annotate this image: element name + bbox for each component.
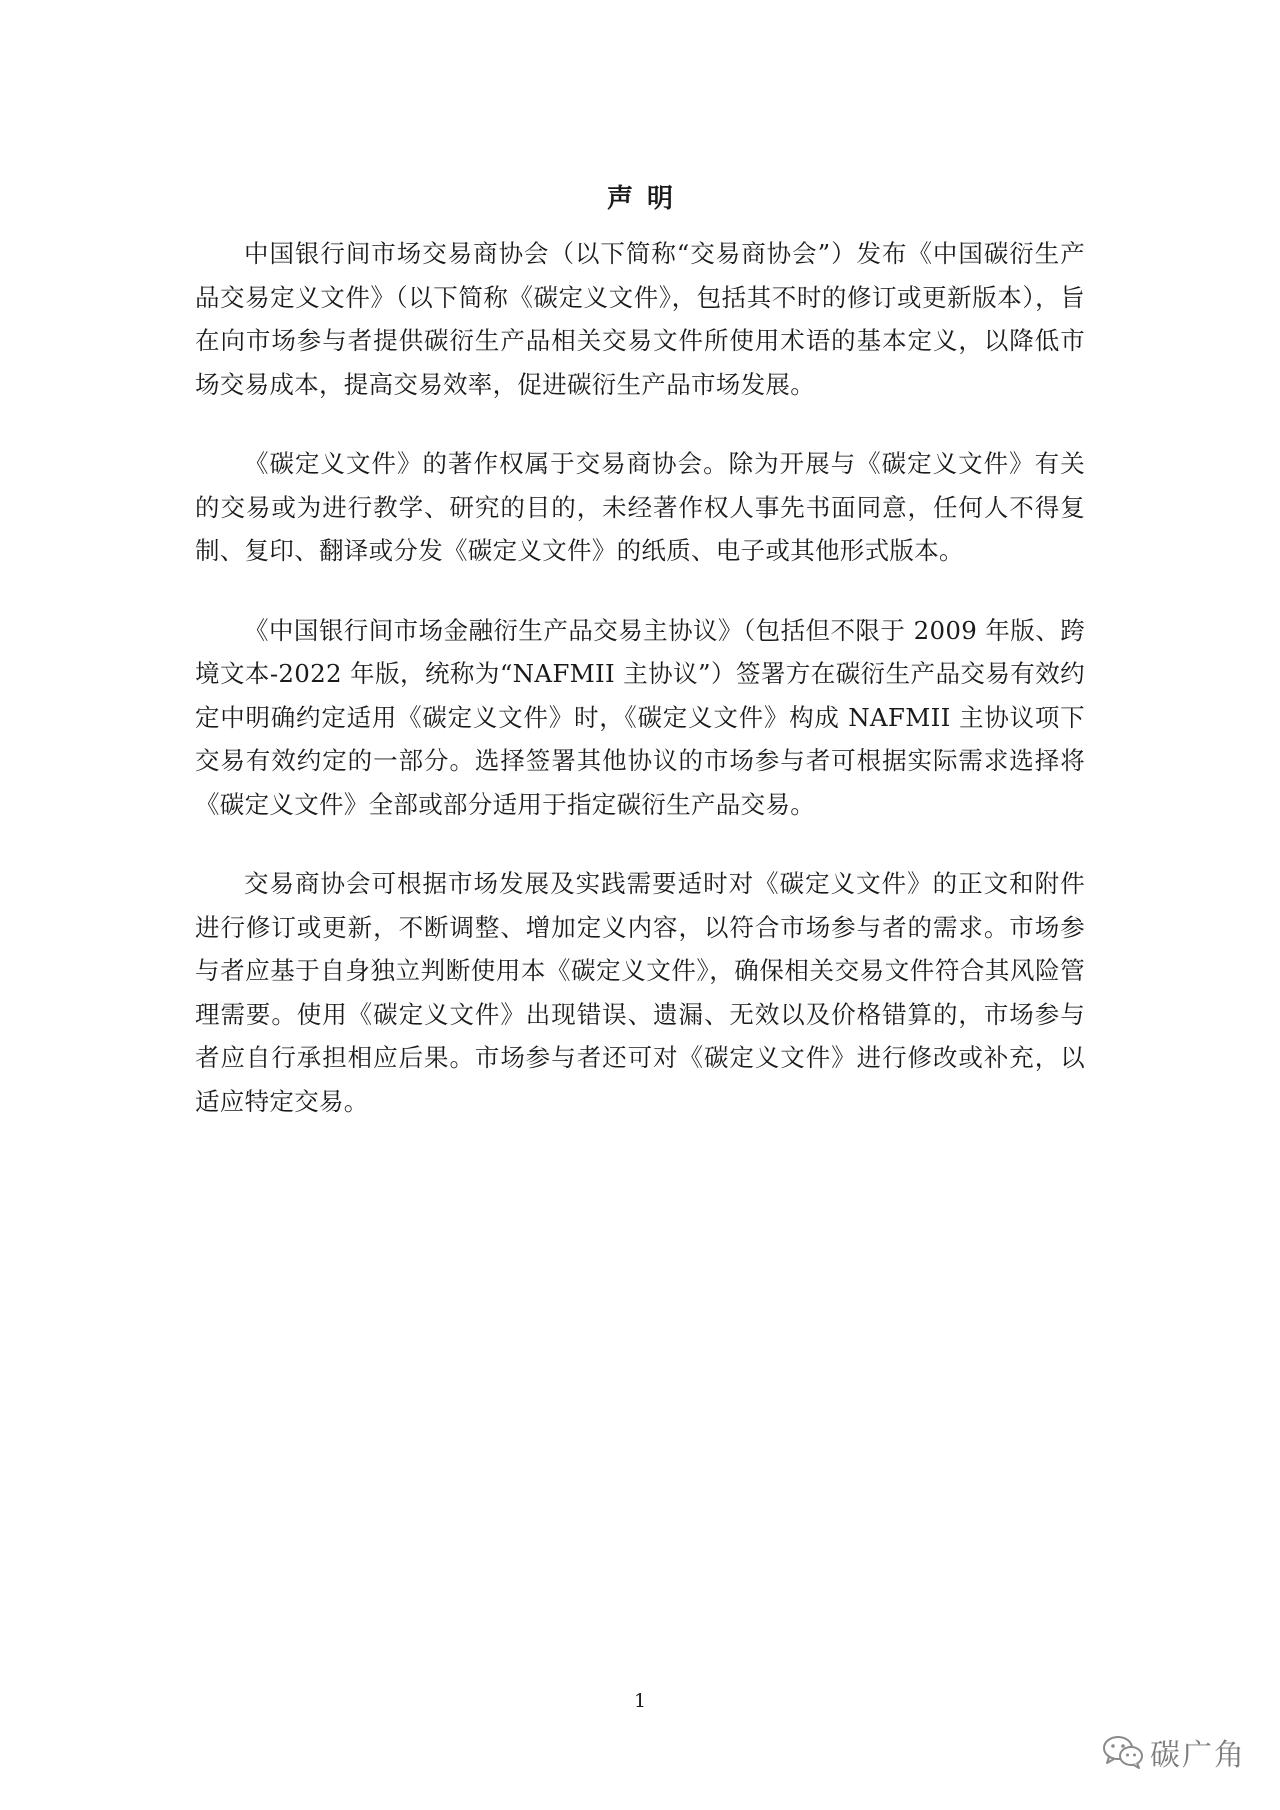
document-body	[195, 232, 1085, 1159]
page-title: 声明	[606, 184, 687, 214]
paragraph-4: 交易商协会可根据市场发展及实践需要适时对《碳定义文件》的正文和附件进行修订或更新，不断调整、增加定义内容，以符合市场参与者的需求。市场参与者应基于自身独立判断使用本《碳定义文件》，确保相关交易文件符合其风险管理需要。使用《碳定义文件》出现错误、遗漏、无效以及价格错算的，市场参与者应自行承担相应后果。市场参与者还可对《碳定义文件》进行修改或补充，以适应特定交易。	[195, 869, 1085, 1116]
watermark	[1102, 1730, 1246, 1774]
paragraph-3: 《中国银行间市场金融衍生产品交易主协议》（包括但不限于 2009 年版、跨境文本-2022 年版，统称为“NAFMII 主协议”）签署方在碳衍生产品交易有效约定中明确约定适用《碳定义文件》时，《碳定义文件》构成 NAFMII 主协议项下交易有效约定的一部分。选择签署其他协议的市场参与者可根据实际需求选择将《碳定义文件》全部或部分适用于指定碳衍生产品交易。	[195, 615, 1085, 819]
page-number: 1	[633, 1690, 647, 1712]
watermark-text: 碳广角	[1150, 1738, 1246, 1773]
wechat-icon	[1102, 1735, 1144, 1769]
paragraph-2: 《碳定义文件》的著作权属于交易商协会。除为开展与《碳定义文件》有关的交易或为进行教学、研究的目的，未经著作权人事先书面同意，任何人不得复制、复印、翻译或分发《碳定义文件》的纸质、电子或其他形式版本。	[195, 449, 1085, 565]
paragraph-1: 中国银行间市场交易商协会（以下简称“交易商协会”）发布《中国碳衍生产品交易定义文件》（以下简称《碳定义文件》，包括其不时的修订或更新版本），旨在向市场参与者提供碳衍生产品相关交易文件所使用术语的基本定义，以降低市场交易成本，提高交易效率，促进碳衍生产品市场发展。	[195, 239, 1085, 399]
